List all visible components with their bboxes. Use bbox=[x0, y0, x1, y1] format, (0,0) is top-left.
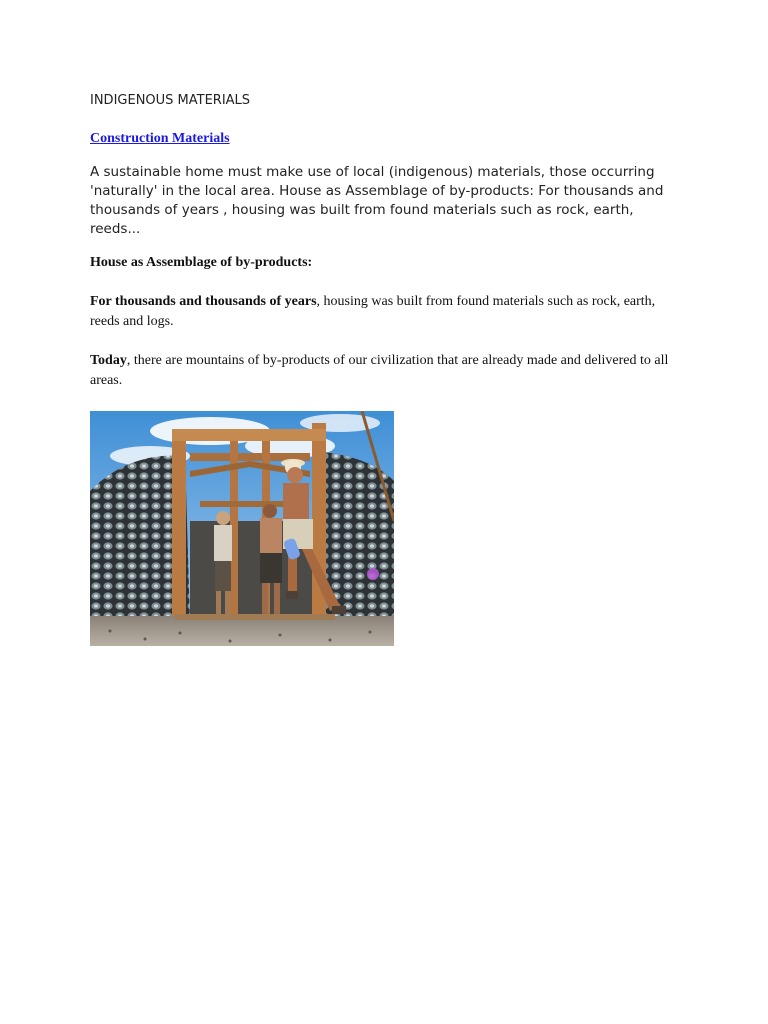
construction-photo-illustration bbox=[90, 411, 394, 646]
document-body bbox=[90, 92, 690, 410]
paragraph-body: , there are mountains of by-products of our civilization that are already made and delivered to all areas. bbox=[90, 353, 669, 388]
document-title: INDIGENOUS MATERIALS bbox=[90, 93, 251, 108]
section-heading: House as Assemblage of by-products: bbox=[90, 255, 313, 270]
construction-materials-link[interactable]: Construction Materials bbox=[90, 131, 230, 146]
intro-paragraph: A sustainable home must make use of local (indigenous) materials, those occurring 'naturally' in the local area. House as Assemblage of by-products: For thousands and thousands of years , housing was built from found materials such as rock, earth, reeds... bbox=[90, 164, 664, 237]
paragraph-today bbox=[90, 351, 680, 391]
construction-photo bbox=[90, 411, 394, 646]
paragraph-bold-lead: Today bbox=[90, 353, 127, 368]
paragraph-thousands-of-years bbox=[90, 292, 680, 332]
paragraph-bold-lead: For thousands and thousands of years bbox=[90, 294, 317, 309]
paragraph-body: , housing was built from found materials such as rock, earth, reeds and logs. bbox=[90, 294, 656, 329]
